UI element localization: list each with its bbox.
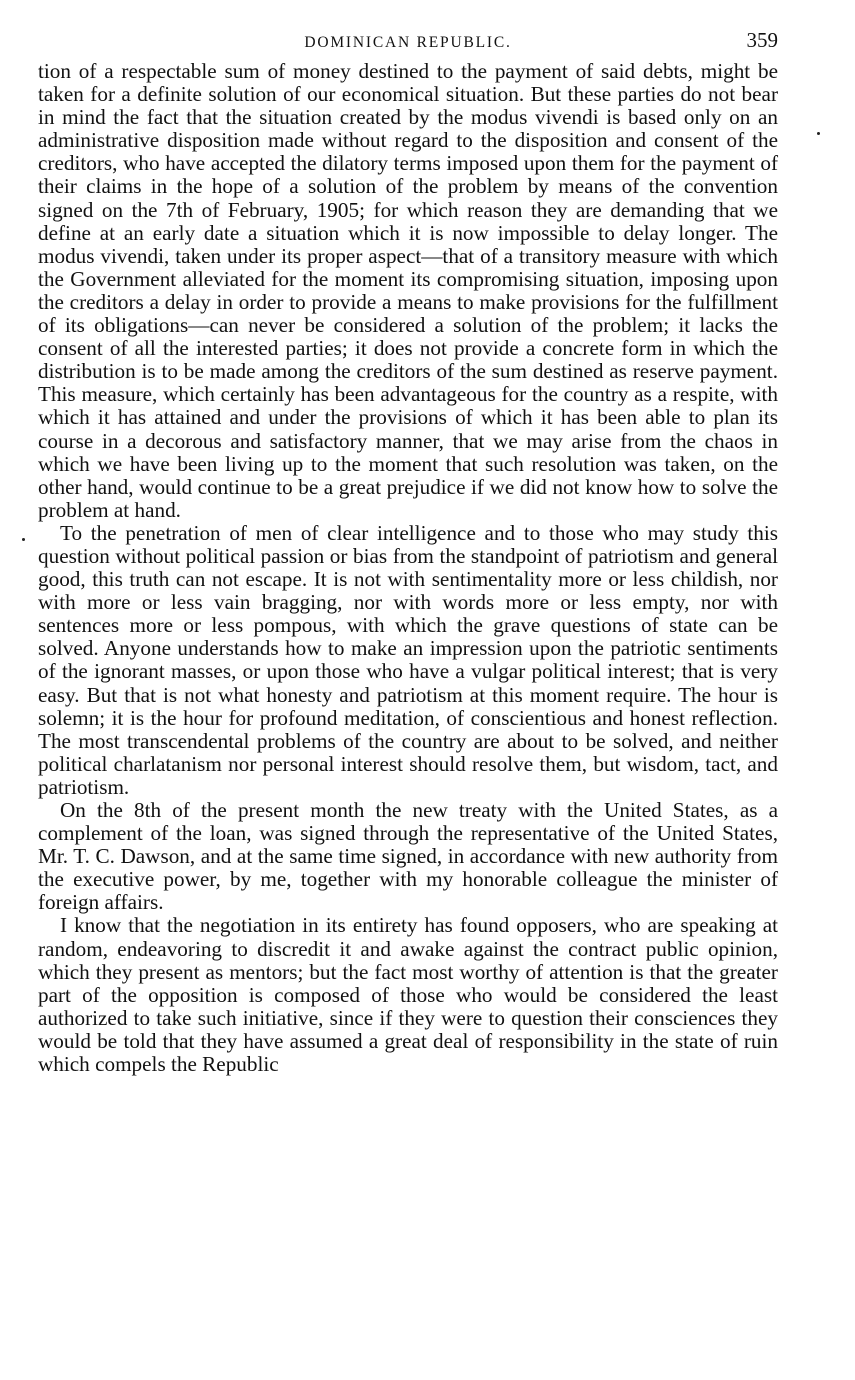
body-text [38, 60, 778, 1076]
paragraph-1: tion of a respectable sum of money destined to the payment of said debts, might be taken for a definite solution of our economical situation. But these parties do not bear in mind the fact that the situation created by the modus vivendi is based only on an administrative disposition made without regard to the disposition and consent of the creditors, who have accepted the dilatory terms imposed upon them for the payment of their claims in the hope of a solution of the problem by means of the convention signed on the 7th of February, 1905; for which reason they are demanding that we define at an early date a situation which it is now impossible to delay longer. The modus vivendi, taken under its proper aspect—that of a transitory measure with which the Government alleviated for the moment its compromising situation, imposing upon the creditors a delay in order to provide a means to make provisions for the fulfillment of its obligations—can never be considered a solution of the problem; it lacks the consent of all the interested parties; it does not provide a concrete form in which the distribution is to be made among the creditors of the sum destined as reserve payment. This measure, which certainly has been advantageous for the country as a respite, with which it has attained and under the provisions of which it has been able to plan its course in a decorous and satisfactory manner, that we may arise from the chaos in which we have been living up to the moment that such resolution was taken, on the other hand, would continue to be a great prejudice if we did not know how to solve the problem at hand. [38, 59, 778, 522]
document-page [38, 28, 778, 1076]
page-number: 359 [746, 28, 778, 52]
margin-mark [817, 132, 820, 135]
running-title: DOMINICAN REPUBLIC. [304, 34, 512, 51]
paragraph-2: To the penetration of men of clear intelligence and to those who may study this question without political passion or bias from the standpoint of patriotism and general good, this truth can not escape. It is not with sentimentality more or less childish, nor with more or less vain bragging, nor with words more or less empty, nor with sentences more or less pompous, with which the grave questions of state can be solved. Anyone understands how to make an impression upon the patriotic sentiments of the ignorant masses, or upon those who have a vulgar political interest; that is very easy. But that is not what honesty and patriotism at this moment require. The hour is solemn; it is the hour for profound meditation, of conscientious and honest reflection. The most transcendental problems of the country are about to be solved, and neither political charlatanism nor personal interest should resolve them, but wisdom, tact, and patriotism. [38, 520, 778, 799]
running-header [38, 28, 778, 60]
paragraph-3: On the 8th of the present month the new treaty with the United States, as a complement of the loan, was signed through the representative of the United States, Mr. T. C. Dawson, and at the same time signed, in accordance with new authority from the executive power, by me, together with my honorable colleague the minister of foreign affairs. [38, 798, 778, 915]
margin-mark [22, 538, 25, 541]
paragraph-4: I know that the negotiation in its entirety has found opposers, who are speaking at random, endeavoring to discredit it and awake against the contract public opinion, which they present as mentors; but the fact most worthy of attention is that the greater part of the opposition is composed of those who would be considered the least authorized to take such initiative, since if they were to question their consciences they would be told that they have assumed a great deal of responsibility in the state of ruin which compels the Republic [38, 913, 778, 1077]
